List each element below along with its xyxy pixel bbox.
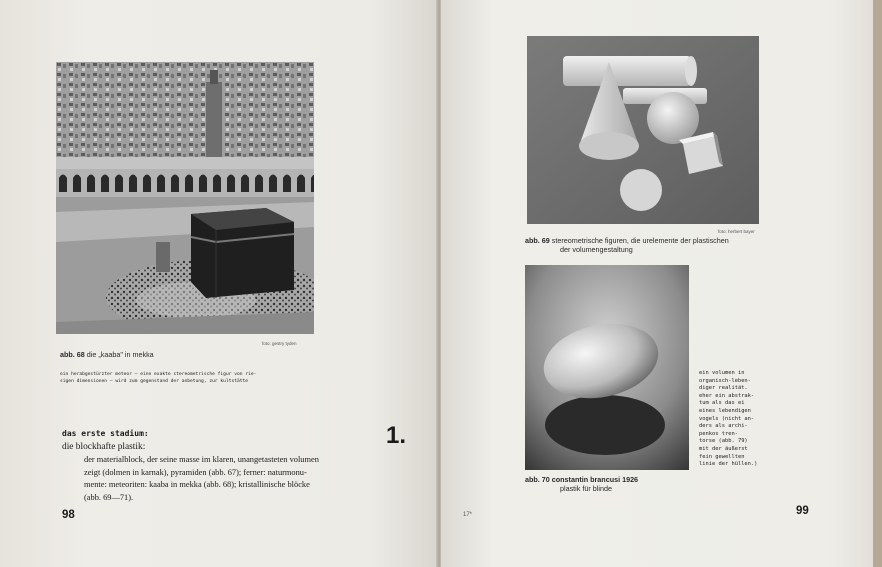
side-line: eines lebendigen <box>699 407 751 414</box>
side-line: ders als archi- <box>699 423 748 430</box>
kaaba-image <box>56 62 314 334</box>
side-line: torse (abb. 79) <box>699 438 748 445</box>
fig70-caption <box>525 475 725 493</box>
stereometric-photo <box>527 36 759 224</box>
side-line: organisch-leben- <box>699 377 751 384</box>
side-line: vogels (nicht an- <box>699 415 755 422</box>
body-line: mente: meteoriten: kaaba in mekka (abb. 68); kristallinische blöcke <box>84 480 310 490</box>
body-line: zeigt (dolmen in karnak), pyramiden (abb. 67); ferner: naturmonu- <box>84 467 307 477</box>
side-line: ein volumen in <box>699 370 745 376</box>
fig68-caption <box>60 350 154 359</box>
sculpture-for-the-blind-image <box>525 265 689 470</box>
fig69-caption-line1: stereometrische figuren, die urelemente der plastischen <box>551 236 729 245</box>
brancusi-photo <box>525 265 689 470</box>
fig68-credit: foto: gestry tyden <box>262 341 297 346</box>
section-heading: das erste stadium: <box>62 429 149 438</box>
section-number: 1. <box>386 422 407 449</box>
side-line: diger realität. <box>699 385 748 392</box>
fig69-caption-line2: der volumengestaltung <box>560 245 633 254</box>
side-line: tum als das ei <box>699 400 745 407</box>
side-line: eher ein abstrak- <box>699 392 755 399</box>
fig70-number: abb. 70 <box>525 475 550 484</box>
fig70-caption-line1: constantin brancusi 1926 <box>551 475 639 484</box>
meteor-line: ein herabgestürzter meteor — eine exakte stereometrische figur von rie- <box>60 372 257 377</box>
section-subheading: die blockhafte plastik: <box>62 442 146 452</box>
kaaba-photo <box>56 62 314 334</box>
side-line: mit der äußerst <box>699 445 748 452</box>
left-page <box>0 0 437 567</box>
stereometric-figures-image <box>527 36 759 224</box>
meteor-line: sigen dimensionen — wird zum gegenstand der anbetung, zur kultstätte <box>60 379 249 385</box>
fig70-caption-line2: plastik für blinde <box>560 484 612 493</box>
left-page-number: 98 <box>62 509 75 521</box>
body-line: (abb. 69—71). <box>84 492 134 502</box>
fig69-caption <box>525 236 765 254</box>
side-line: fein gewellten <box>699 453 745 460</box>
fig69-number: abb. 69 <box>525 236 550 245</box>
right-page <box>441 0 873 567</box>
footer-mark: 17* <box>463 512 473 518</box>
fig68-caption-text: die „kaaba" in mekka <box>86 350 154 359</box>
section-body <box>84 454 414 504</box>
side-line: linie der hüllen.) <box>699 461 758 468</box>
book-edge <box>873 0 882 567</box>
fig69-credit: foto: herbert bayer <box>718 229 755 234</box>
body-line: der materialblock, der seine masse im klaren, unangetasteten volumen <box>84 455 319 464</box>
side-line: penkos tren- <box>699 430 738 437</box>
fig68-number: abb. 68 <box>60 350 85 359</box>
brancusi-side-text <box>699 370 771 469</box>
meteor-paragraph <box>60 371 340 385</box>
right-page-number: 99 <box>796 505 809 517</box>
